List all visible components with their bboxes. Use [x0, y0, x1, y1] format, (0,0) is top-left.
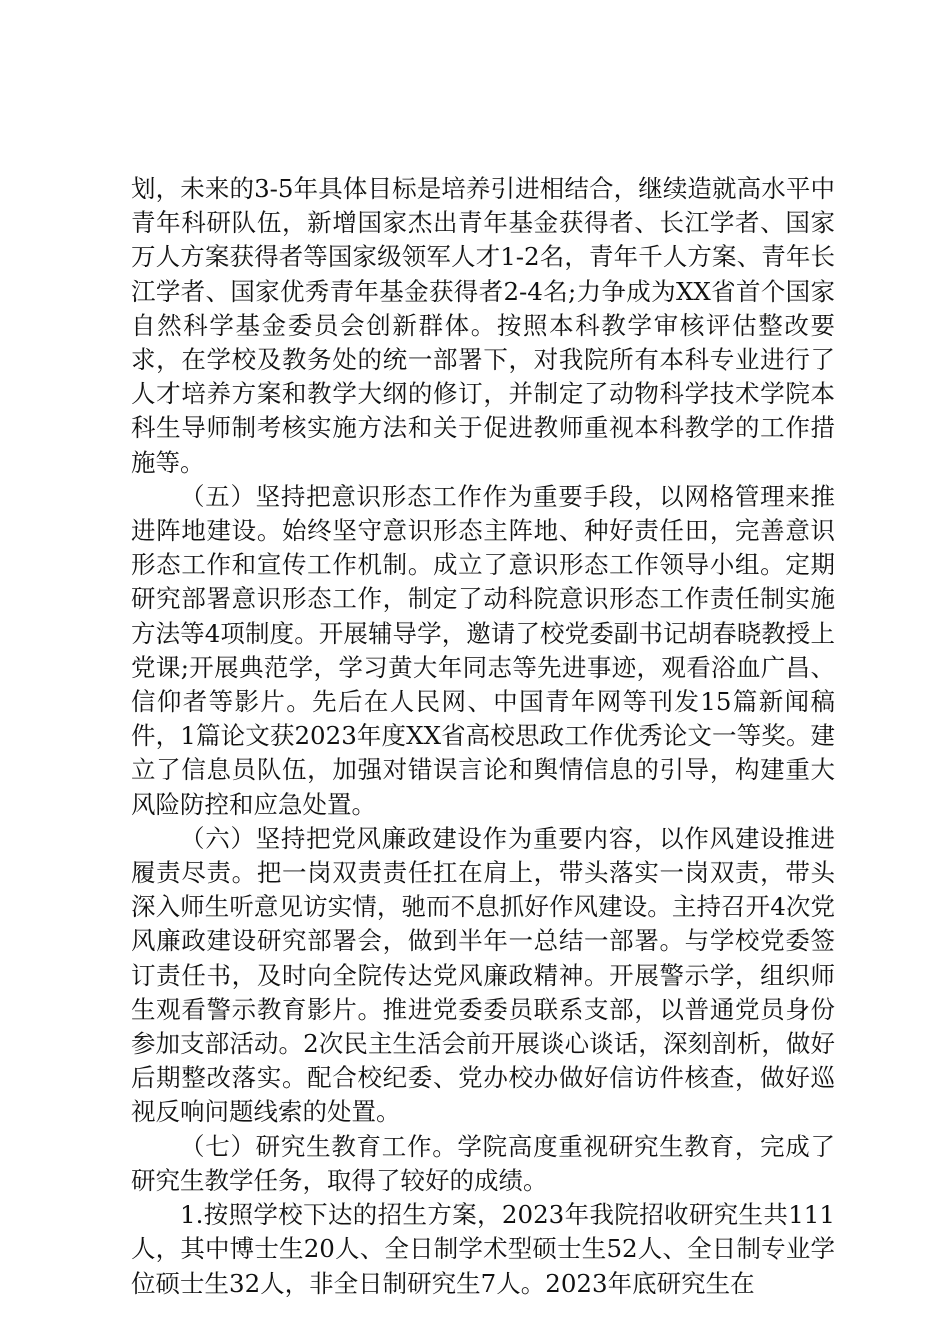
paragraph-ideology-work: （五）坚持把意识形态工作作为重要手段，以网格管理来推进阵地建设。始终坚守意识形态主阵地、种好责任田，完善意识形态工作和宣传工作机制。成立了意识形态工作领导小组。定期研究部署意识形态工作，制定了动科院意识形态工作责任制实施方法等4项制度。开展辅导学，邀请了校党委副书记胡春晓教授上党课;开展典范学，学习黄大年同志等先进事迹，观看浴血广昌、信仰者等影片。先后在人民网、中国青年网等刊发15篇新闻稿件，1篇论文获2023年度XX省高校思政工作优秀论文一等奖。建立了信息员队伍，加强对错误言论和舆情信息的引导，构建重大风险防控和应急处置。 [131, 481, 835, 819]
paragraph-enrollment: 1.按照学校下达的招生方案，2023年我院招收研究生共111人，其中博士生20人、全日制学术型硕士生52人、全日制专业学位硕士生32人，非全日制研究生7人。2023年底研究生在 [131, 1200, 835, 1298]
paragraph-talent-goals: 划，未来的3-5年具体目标是培养引进相结合，继续造就高水平中青年科研队伍，新增国家杰出青年基金获得者、长江学者、国家万人方案获得者等国家级领军人才1-2名，青年千人方案、青年长江学者、国家优秀青年基金获得者2-4名;力争成为XX省首个国家自然科学基金委员会创新群体。按照本科教学审核评估整改要求，在学校及教务处的统一部署下，对我院所有本科专业进行了人才培养方案和教学大纲的修订，并制定了动物科学技术学院本科生导师制考核实施方法和关于促进教师重视本科教学的工作措施等。 [131, 174, 835, 477]
paragraph-graduate-education: （七）研究生教育工作。学院高度重视研究生教育，完成了研究生教学任务，取得了较好的成绩。 [131, 1131, 835, 1195]
paragraph-integrity-building: （六）坚持把党风廉政建设作为重要内容，以作风建设推进履责尽责。把一岗双责责任扛在肩上，带头落实一岗双责，带头深入师生听意见访实情，驰而不息抓好作风建设。主持召开4次党风廉政建设研究部署会，做到半年一总结一部署。与学校党委签订责任书，及时向全院传达党风廉政精神。开展警示学，组织师生观看警示教育影片。推进党委委员联系支部，以普通党员身份参加支部活动。2次民主生活会前开展谈心谈话，深刻剖析，做好后期整改落实。配合校纪委、党办校办做好信访件核查，做好巡视反响问题线索的处置。 [131, 823, 835, 1127]
document-body [131, 172, 835, 1301]
